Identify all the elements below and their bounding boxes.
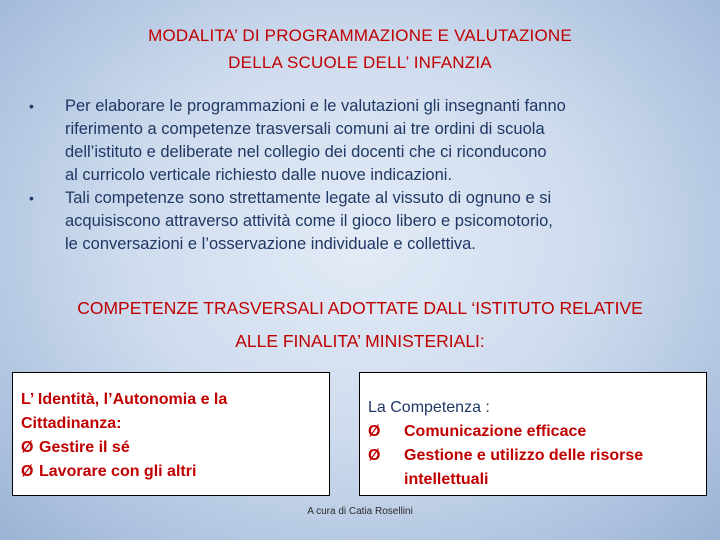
box-heading-line-2: Cittadinanza:: [21, 415, 122, 432]
list-item: [368, 420, 698, 444]
bullet-item: [26, 95, 698, 187]
bullet-list: [26, 95, 698, 256]
box-heading: La Competenza :: [368, 399, 490, 416]
section-subtitle-line-2: ALLE FINALITA’ MINISTERIALI:: [235, 331, 485, 351]
bullet-line: le conversazioni e l’osservazione individuale e collettiva.: [65, 235, 476, 253]
box-heading-line-1: L’ Identità, l’Autonomia e la: [21, 391, 228, 408]
list-item: [368, 444, 698, 492]
slide-title-line-2: DELLA SCUOLE DELL’ INFANZIA: [228, 53, 492, 72]
section-subtitle: [20, 292, 700, 358]
bullet-line: al curricolo verticale richiesto dalle nuove indicazioni.: [65, 166, 453, 184]
bullet-line: riferimento a competenze trasversali comuni ai tre ordini di scuola: [65, 120, 545, 138]
arrow-bullet-icon: Ø: [368, 447, 381, 464]
identity-autonomy-box: [12, 372, 330, 496]
list-item-label: Lavorare con gli altri: [39, 463, 197, 480]
slide-title-line-1: MODALITA’ DI PROGRAMMAZIONE E VALUTAZIONE: [148, 26, 572, 45]
bullet-line: Tali competenze sono strettamente legate al vissuto di ognuno e si: [65, 189, 552, 207]
arrow-bullet-icon: Ø: [21, 439, 34, 456]
bullet-marker: •: [29, 190, 34, 206]
list-item: [21, 460, 321, 484]
section-subtitle-line-1: COMPETENZE TRASVERSALI ADOTTATE DALL ‘ISTITUTO RELATIVE: [77, 298, 643, 318]
bullet-item: [26, 187, 698, 256]
list-item-label: Comunicazione efficace: [404, 423, 587, 440]
list-item-label: Gestire il sé: [39, 439, 130, 456]
competence-box: [359, 372, 707, 496]
slide-title: [60, 22, 660, 76]
list-item: [21, 436, 321, 460]
bullet-line: acquisiscono attraverso attività come il gioco libero e psicomotorio,: [65, 212, 553, 230]
bullet-marker: •: [29, 98, 34, 114]
bullet-line: Per elaborare le programmazioni e le valutazioni gli insegnanti fanno: [65, 97, 566, 115]
arrow-bullet-icon: Ø: [21, 463, 34, 480]
arrow-bullet-icon: Ø: [368, 423, 381, 440]
author-footer: A cura di Catia Rosellini: [307, 506, 413, 517]
list-item-label-continued: intellettuali: [404, 471, 489, 488]
list-item-label: Gestione e utilizzo delle risorse: [404, 447, 644, 464]
bullet-line: dell’istituto e deliberate nel collegio dei docenti che ci riconducono: [65, 143, 547, 161]
